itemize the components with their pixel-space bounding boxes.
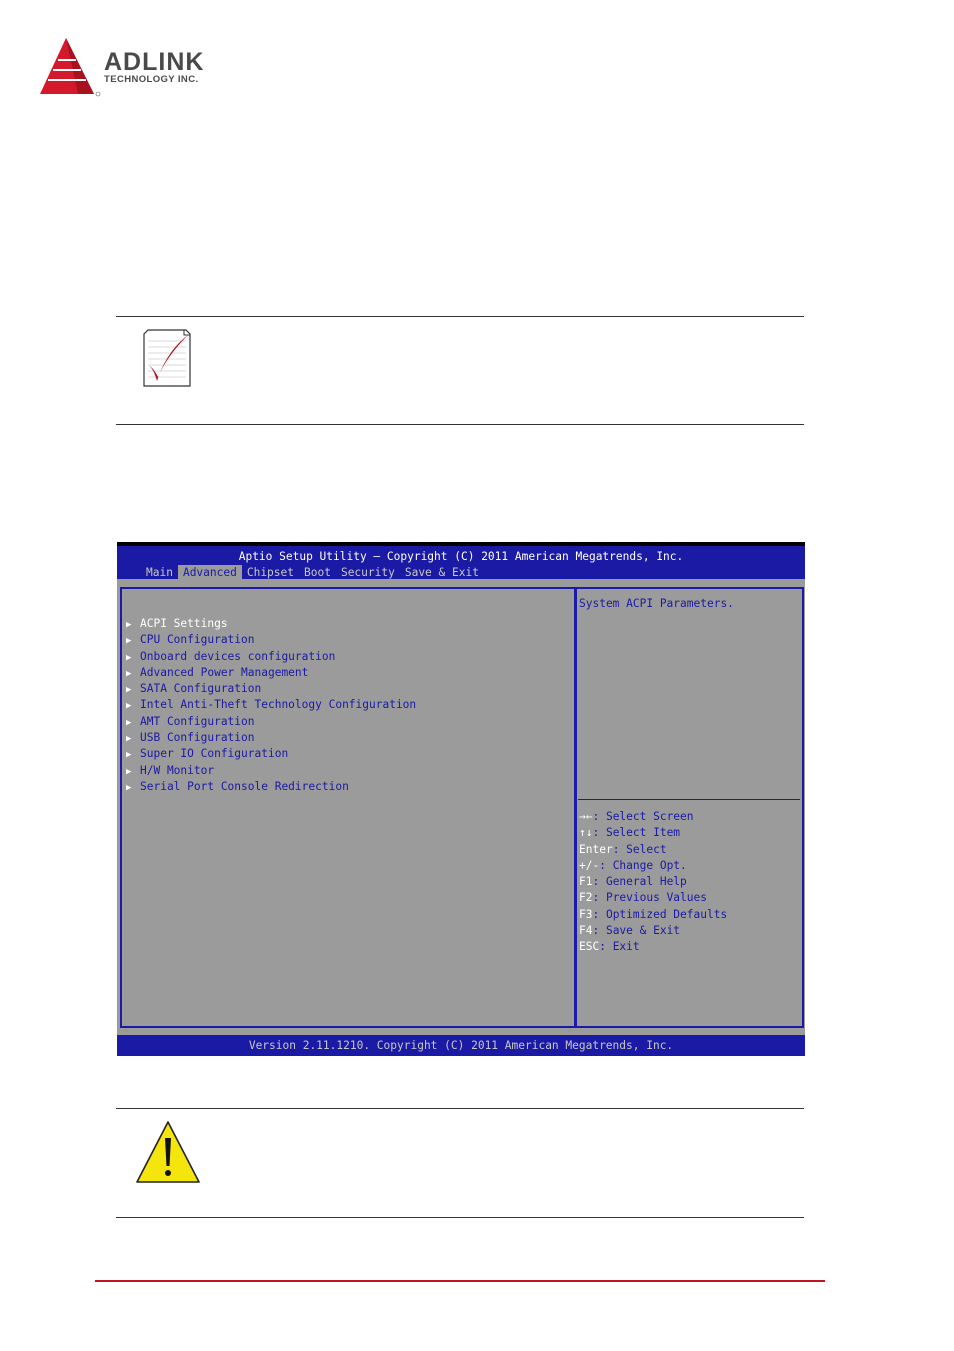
submenu-arrow-icon: ▶ bbox=[126, 717, 132, 728]
submenu-arrow-icon: ▶ bbox=[126, 750, 132, 761]
note-bottom-rule bbox=[116, 424, 804, 425]
menu-item-hw-monitor[interactable]: ▶ H/W Monitor bbox=[126, 763, 416, 779]
bios-tab-bar bbox=[141, 565, 484, 580]
key-f1: F1: General Help bbox=[579, 875, 687, 889]
submenu-arrow-icon: ▶ bbox=[126, 734, 132, 745]
warning-top-rule bbox=[116, 1108, 804, 1109]
key-select-item: ↑↓: Select Item bbox=[579, 826, 681, 840]
warning-triangle-icon bbox=[135, 1120, 201, 1184]
bios-version-bar: Version 2.11.1210. Copyright (C) 2011 American Megatrends, Inc. bbox=[117, 1035, 805, 1056]
tab-chipset[interactable]: Chipset bbox=[246, 566, 294, 579]
menu-item-sata-configuration[interactable]: ▶ SATA Configuration bbox=[126, 681, 416, 697]
bios-menu bbox=[126, 616, 416, 795]
help-description: System ACPI Parameters. bbox=[579, 597, 734, 610]
tab-save-exit[interactable]: Save & Exit bbox=[404, 566, 479, 579]
submenu-arrow-icon: ▶ bbox=[126, 701, 132, 712]
key-f3: F3: Optimized Defaults bbox=[579, 907, 728, 921]
tab-advanced[interactable]: Advanced bbox=[178, 565, 242, 580]
menu-item-usb-configuration[interactable]: ▶ USB Configuration bbox=[126, 730, 416, 746]
logo-subtitle: TECHNOLOGY INC. bbox=[104, 74, 199, 85]
tab-security[interactable]: Security bbox=[340, 566, 395, 579]
key-enter: Enter: Select bbox=[579, 842, 667, 856]
key-change-opt: +/-: Change Opt. bbox=[579, 858, 687, 872]
menu-item-serial-port-redirection[interactable]: ▶ Serial Port Console Redirection bbox=[126, 779, 416, 795]
submenu-arrow-icon: ▶ bbox=[126, 620, 132, 630]
key-f2: F2: Previous Values bbox=[579, 891, 707, 905]
submenu-arrow-icon: ▶ bbox=[126, 652, 132, 663]
key-select-screen: →←: Select Screen bbox=[579, 810, 694, 823]
submenu-arrow-icon: ▶ bbox=[126, 782, 132, 793]
help-divider bbox=[578, 799, 800, 800]
bios-help-pane bbox=[575, 587, 804, 1028]
key-esc: ESC: Exit bbox=[579, 940, 640, 954]
adlink-triangle-icon bbox=[38, 36, 102, 98]
footer-rule bbox=[95, 1280, 825, 1282]
submenu-arrow-icon: ▶ bbox=[126, 636, 132, 647]
tab-boot[interactable]: Boot bbox=[304, 566, 331, 579]
menu-item-cpu-configuration[interactable]: ▶ CPU Configuration bbox=[126, 632, 416, 648]
bios-header bbox=[117, 542, 805, 579]
menu-item-anti-theft[interactable]: ▶ Intel Anti-Theft Technology Configuration bbox=[126, 697, 416, 713]
submenu-arrow-icon: ▶ bbox=[126, 766, 132, 777]
adlink-logo bbox=[38, 36, 238, 100]
checkmark-document-icon bbox=[142, 329, 192, 387]
bios-title: Aptio Setup Utility – Copyright (C) 2011 American Megatrends, Inc. bbox=[238, 550, 684, 563]
key-legend bbox=[579, 809, 727, 956]
submenu-arrow-icon: ▶ bbox=[126, 685, 132, 696]
note-top-rule bbox=[116, 316, 804, 317]
menu-item-onboard-devices[interactable]: ▶ Onboard devices configuration bbox=[126, 649, 416, 665]
logo-name: ADLINK bbox=[104, 48, 205, 76]
menu-item-super-io[interactable]: ▶ Super IO Configuration bbox=[126, 746, 416, 762]
bios-menu-pane bbox=[120, 587, 576, 1028]
tab-main[interactable]: Main bbox=[146, 566, 173, 579]
menu-item-advanced-power-management[interactable]: ▶ Advanced Power Management bbox=[126, 665, 416, 681]
submenu-arrow-icon: ▶ bbox=[126, 668, 132, 679]
warning-bottom-rule bbox=[116, 1217, 804, 1218]
menu-item-amt-configuration[interactable]: ▶ AMT Configuration bbox=[126, 714, 416, 730]
key-f4: F4: Save & Exit bbox=[579, 924, 681, 938]
menu-item-acpi-settings[interactable]: ▶ ACPI Settings bbox=[126, 616, 416, 632]
bios-screen bbox=[117, 542, 805, 1056]
